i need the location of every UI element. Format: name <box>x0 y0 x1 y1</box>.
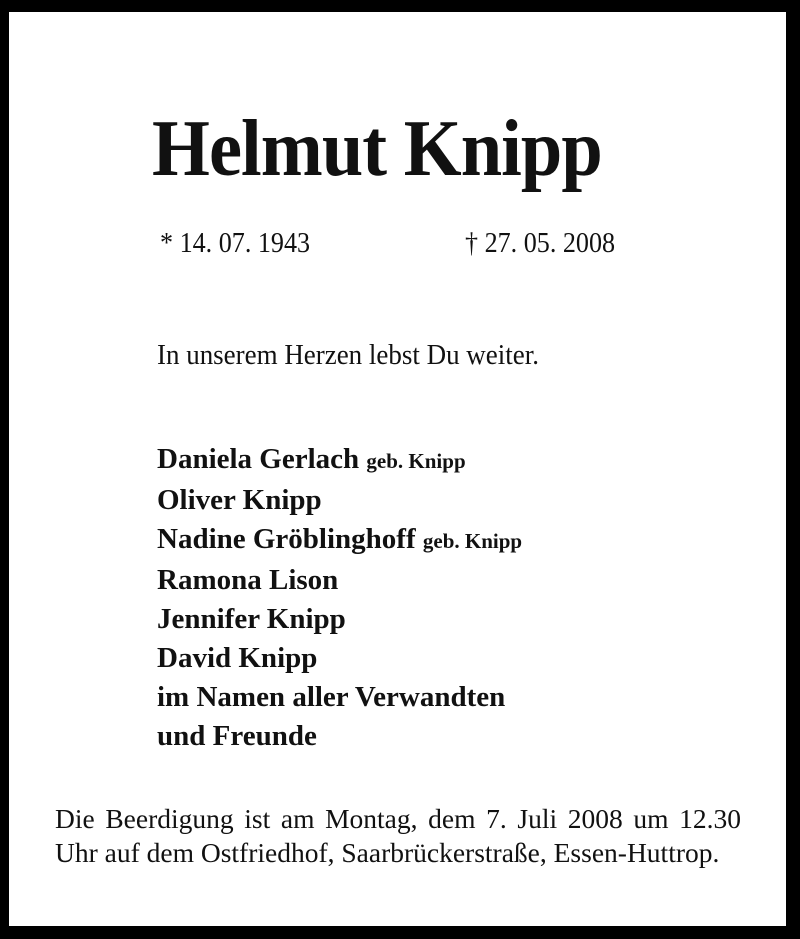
motto: In unserem Herzen lebst Du weiter. <box>157 339 539 371</box>
mourner: Jennifer Knipp <box>157 603 346 635</box>
obituary-notice <box>9 12 786 926</box>
mourner: Ramona Lison <box>157 564 339 596</box>
mourner: im Namen aller Verwandten <box>157 681 506 713</box>
death-date: † 27. 05. 2008 <box>465 227 616 259</box>
birth-date: * 14. 07. 1943 <box>160 227 311 259</box>
mourner: Oliver Knipp <box>157 484 322 516</box>
funeral-info: Die Beerdigung ist am Montag, dem 7. Juli 2008 um 12.30 Uhr auf dem Ostfriedhof, Saarbrückerstraße, Essen-Huttrop. <box>55 803 741 868</box>
mourner: Nadine Gröblinghoff geb. Knipp <box>157 523 523 555</box>
mourners-list <box>157 440 522 756</box>
deceased-name: Helmut Knipp <box>152 105 602 193</box>
mourner: David Knipp <box>157 642 318 674</box>
mourner: Daniela Gerlach geb. Knipp <box>157 443 466 475</box>
mourner: und Freunde <box>157 720 317 752</box>
